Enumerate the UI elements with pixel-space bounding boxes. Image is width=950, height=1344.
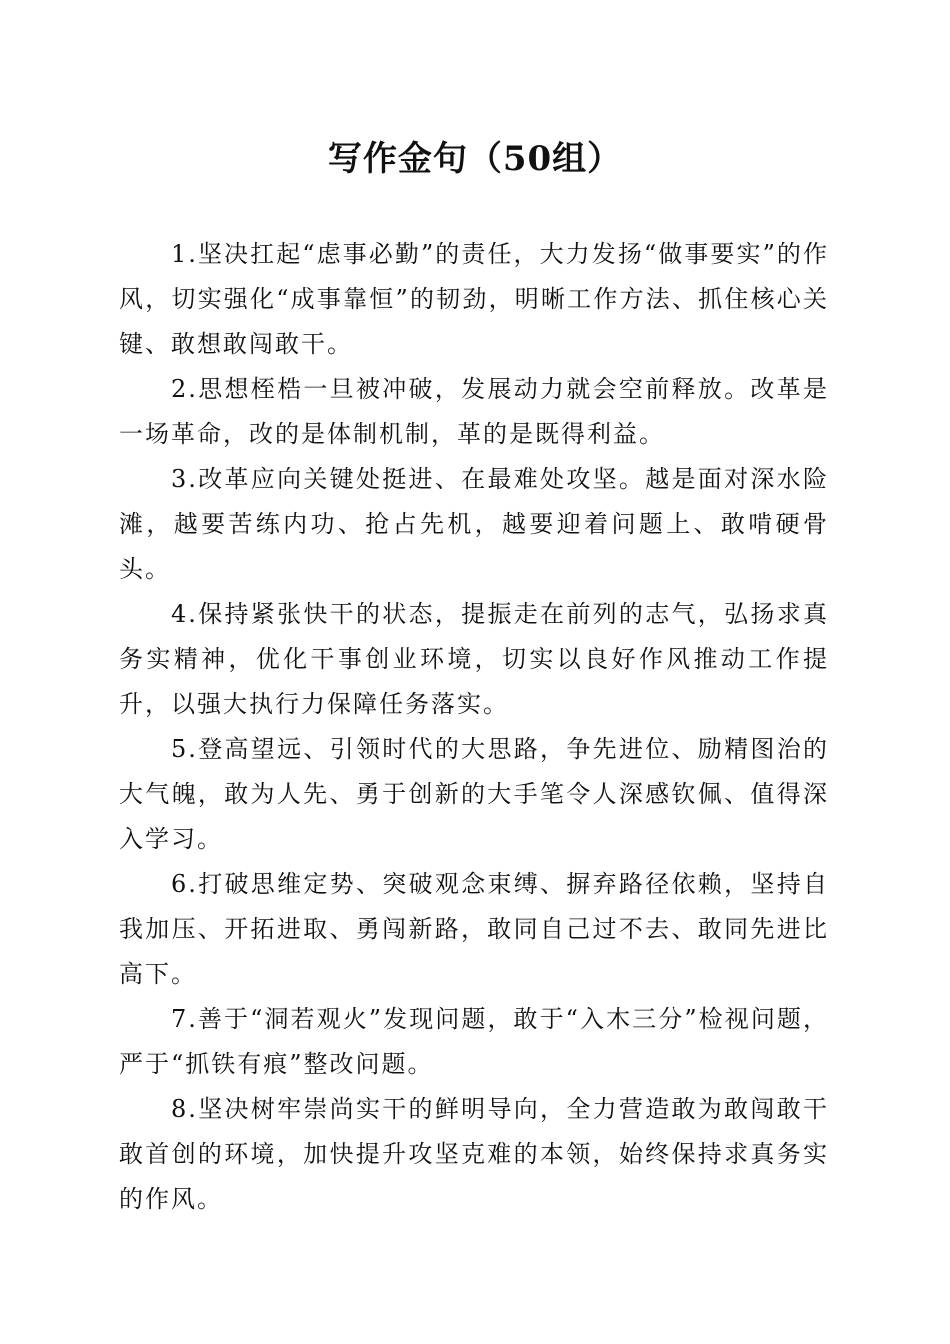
document-title: 写作金句（50组） [327,139,623,179]
paragraph-4: 4.保持紧张快干的状态，提振走在前列的志气，弘扬求真务实精神，优化干事创业环境，切实以良好作风推动工作提升，以强大执行力保障任务落实。 [119,600,829,718]
paragraph-3: 3.改革应向关键处挺进、在最难处攻坚。越是面对深水险滩，越要苦练内功、抢占先机，越要迎着问题上、敢啃硬骨头。 [119,465,829,583]
paragraph-6: 6.打破思维定势、突破观念束缚、摒弃路径依赖，坚持自我加压、开拓进取、勇闯新路，敢同自己过不去、敢同先进比高下。 [119,870,829,988]
paragraph-5: 5.登高望远、引领时代的大思路，争先进位、励精图治的大气魄，敢为人先、勇于创新的大手笔令人深感钦佩、值得深入学习。 [119,735,829,853]
paragraph-7: 7.善于“洞若观火”发现问题，敢于“入木三分”检视问题，严于“抓铁有痕”整改问题。 [119,1005,829,1078]
paragraph-8: 8.坚决树牢崇尚实干的鲜明导向，全力营造敢为敢闯敢干敢首创的环境，加快提升攻坚克难的本领，始终保持求真务实的作风。 [119,1095,829,1213]
paragraph-1: 1.坚决扛起“虑事必勤”的责任，大力发扬“做事要实”的作风，切实强化“成事靠恒”的韧劲，明晰工作方法、抓住核心关键、敢想敢闯敢干。 [119,240,829,358]
document-body [119,232,829,1222]
paragraph-2: 2.思想桎梏一旦被冲破，发展动力就会空前释放。改革是一场革命，改的是体制机制，革的是既得利益。 [119,375,829,448]
